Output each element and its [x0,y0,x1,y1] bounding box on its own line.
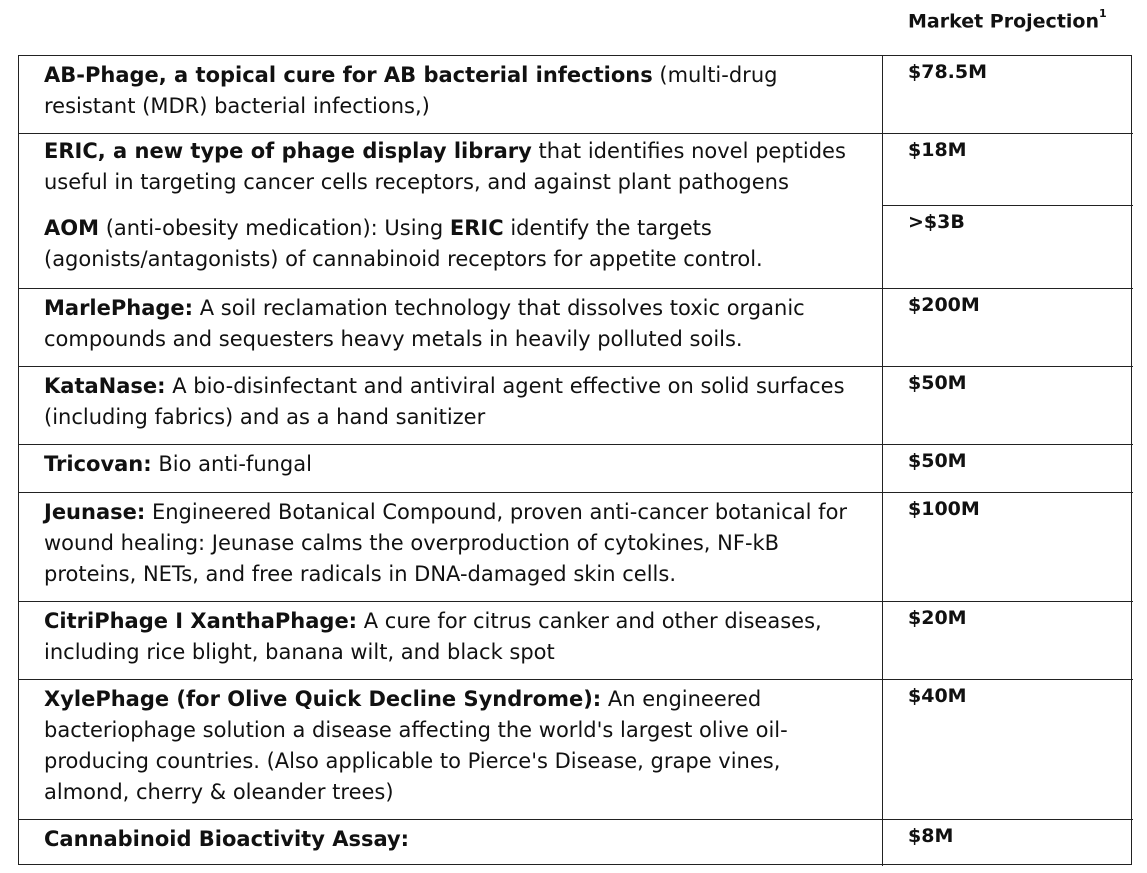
product-name: MarlePhage: [44,296,194,320]
header-title: Market Projection [908,10,1099,33]
eric-paragraph [44,136,862,198]
table-row-cannabinoid-assay-description [19,820,883,866]
product-description: (multi-drug resistant (MDR) bacterial infections,) [44,63,778,118]
aom-paragraph [44,213,862,275]
product-description-part-a: (anti-obesity medication): Using [99,216,450,240]
product-name: Tricovan: [44,452,152,476]
product-name: AB-Phage, a topical cure for AB bacterial infections [44,63,653,87]
product-name: KataNase: [44,374,166,398]
product-description: A bio-disinfectant and antiviral agent effective on solid surfaces (including fabrics) and as a hand sanitizer [44,374,845,429]
footnote-marker: 1 [1099,7,1107,20]
table-row-jeunase-value: $100M [883,493,1133,602]
product-description: A soil reclamation technology that dissolves toxic organic compounds and sequesters heavy metals in heavily polluted soils. [44,296,805,351]
product-name: CitriPhage I XanthaPhage: [44,609,358,633]
product-table [18,55,1132,865]
product-description: A cure for citrus canker and other diseases, including rice blight, banana wilt, and black spot [44,609,822,664]
product-description-part-b: identify the targets (agonists/antagonists) of cannabinoid receptors for appetite control. [44,216,763,271]
product-name: XylePhage (for Olive Quick Decline Syndrome): [44,687,602,711]
market-projection-header [908,7,1107,33]
table-row-ab-phage-description [19,56,883,134]
table-row-citriphage-value: $20M [883,602,1133,680]
table-row-marlephage-value: $200M [883,289,1133,367]
product-name: AOM [44,216,100,240]
table-row-katanase-description [19,367,883,445]
product-description: An engineered bacteriophage solution a disease affecting the world's largest olive oil-producing countries. (Also applicable to Pierce's Disease, grape vines, almond, cherry & oleander trees) [44,687,788,804]
table-row-aom-value: >$3B [883,206,1133,289]
table-row-cannabinoid-assay-value: $8M [908,825,954,847]
table-row-eric-value: $18M [883,134,1133,206]
table-row-citriphage-description [19,602,883,680]
product-name: Jeunase: [44,500,146,524]
product-reference: ERIC [449,216,504,240]
table-row-ab-phage-value: $78.5M [883,56,1133,134]
product-name: Cannabinoid Bioactivity Assay: [44,827,410,851]
table-row-xylephage-value: $40M [883,680,1133,820]
table-row-xylephage-description [19,680,883,820]
product-description: Bio anti-fungal [151,452,312,476]
table-row-jeunase-description [19,493,883,602]
table-row-eric-aom-description [19,134,883,289]
table-row-katanase-value: $50M [883,367,1133,445]
table-row-marlephage-description [19,289,883,367]
table-row-tricovan-description [19,445,883,493]
table-row-tricovan-value: $50M [883,445,1133,493]
product-description: that identifies novel peptides useful in targeting cancer cells receptors, and against plant pathogens [44,139,846,194]
product-description: Engineered Botanical Compound, proven anti-cancer botanical for wound healing: Jeunase calms the overproduction of cytokines, NF-kB proteins, NETs, and free radicals in DNA-damaged skin cells. [44,500,848,586]
product-name: ERIC, a new type of phage display library [44,139,532,163]
